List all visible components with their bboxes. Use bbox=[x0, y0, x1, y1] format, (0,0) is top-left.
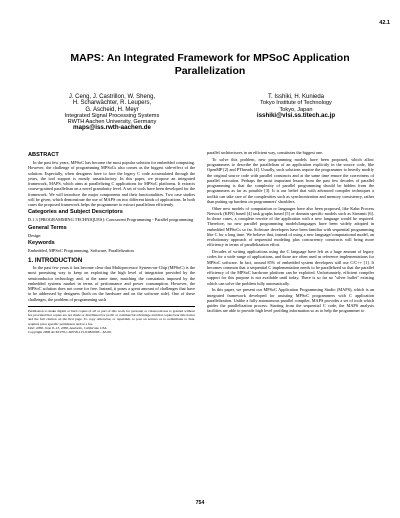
author-email-right: isshiki@vlsi.ss.titech.ac.jp bbox=[256, 111, 336, 119]
copyright-notice bbox=[28, 306, 195, 335]
author-block-left bbox=[28, 94, 196, 132]
right-paragraph-2: To solve this problem, new programming models have been proposed, which allow programmers to describe the parallelism of an application explicitly in the source code, like OpenMP [2] and PThreads [4]. Usually, such solutions require the programmer to heavily modify the original source code with parallel constructs and at the same time ensure the correctness of parallel execution. Perhaps the most important lesson from the past few decades of parallel programming is that the complexity of parallel programming should be hidden from the programmers as far as possible [3]. It is our belief that with advanced compiler techniques a toolkit can take care of the complexities such as synchronization and memory consistency, rather than putting up burdens on programmers' shoulders. bbox=[207, 156, 374, 204]
right-column bbox=[207, 150, 374, 335]
introduction-text: In the past few years it has become clear that Multiprocessor System-on-Chip (MPSoC) is the most promising way to keep on exploiting the high level of integration provided by the semiconductor technology and, at the same time, matching the constraints imposed by the embedded systems market in terms of performance and power consumption. However, the MPSoC solution does not come for free. Instead, it poses a great amount of challenges that have to be addressed by designers (both on the hardware and on the software side). One of these challenges, the problem of programming such bbox=[28, 265, 195, 302]
page-identifier: 42.1 bbox=[379, 20, 390, 26]
paper-title bbox=[40, 52, 380, 78]
author-affiliation-right-2: Tokyo, Japan bbox=[279, 106, 313, 113]
categories-text: D.1.3 [PROGRAMMING TECHNIQUES]: Concurrent Programming - Parallel programming bbox=[28, 217, 194, 223]
author-affiliation-2: RWTH Aachen University, Germany bbox=[67, 119, 157, 126]
author-block-right bbox=[212, 94, 380, 132]
left-column bbox=[28, 150, 195, 335]
right-paragraph-1: parallel architectures in an efficient way, constitutes the biggest one. bbox=[207, 150, 324, 155]
copyright-permission: Permission to make digital or hard copies of all or part of this work for personal or classroom use is granted without fee provided that copies are not made or distributed for profit or commercial advantage and that copies bear this notice and the full citation on the first page. To copy otherwise, or republish, to post on servers or to redistribute to lists, requires prior specific permission and/or a fee. bbox=[28, 308, 195, 326]
abstract-heading: ABSTRACT bbox=[28, 152, 59, 158]
right-paragraph-3: Other new models of computation or languages have also been proposed, like Kahn Process Network (KPN) based [4] task graphs based [5] or domain specific models such as Streamit [6]. In those cases, a complete rewrite of the application with a new language would be required. Therefore, no new parallel programming models/languages have been widely adopted in embedded MPSoCs so far. Software developers have been familiar with sequential programming like C for a long time. We believe that, instead of using a new language/computational model, an evolutionary approach of sequential modeling plus concurrency constructs will bring more efficiency in terms of parallelization effort. bbox=[207, 205, 374, 248]
author-names-1: J. Ceng, J. Castrillon, W. Sheng, bbox=[68, 94, 156, 100]
keywords-text: Embedded, MPSoC Programming, Software, Parallelization bbox=[28, 247, 134, 253]
author-affiliation-right-1: Tokyo Institute of Technology bbox=[260, 100, 332, 107]
keywords-heading: Keywords bbox=[28, 239, 55, 246]
author-names-3: G. Ascheid, H. Meyr bbox=[85, 106, 139, 113]
author-affiliation-1: Integrated Signal Processing Systems bbox=[64, 112, 160, 119]
copyright-acm: Copyright 2008 ACM 978-1-60558-115-6/08/0006 ...$5.00. bbox=[28, 330, 112, 335]
author-names-2: H. Scharwächter, R. Leupers, bbox=[72, 100, 152, 107]
right-paragraph-5: In this paper, we present our MPSoC Application Programming Studio (MAPS), which is an integrated framework developed for assisting MPSoC programmers with C application parallelization. Unlike a fully autonomous parallel compiler, MAPS provides a set of tools which guides the parallelization process. Starting from the sequential C code, the MAPS analysis facilities are able to provide high level profiling information so as to help the programmer to bbox=[207, 287, 374, 314]
introduction-heading: 1. INTRODUCTION bbox=[28, 257, 83, 265]
general-terms-heading: General Terms bbox=[28, 224, 67, 231]
right-paragraph-4: Decades of writing applications using the C language have left us a huge amount of legacy codes for a wide range of applications, and those are often used as reference implementations for MPSoC software. In fact, around 85% of embedded system developers still use C/C++ [1]. It becomes common that a sequential C implementation needs to be parallelized so that the parallel efficiency of the MPSoC hardware platform can be exploited. Unfortunately, efficient compiler support for this purpose is not available until today. There is so far no "silver bullet" existing which can solve the problem fully automatically. bbox=[207, 249, 374, 286]
abstract-text: In the past few years, MPSoC has become the most popular solution for embedded computing. However, the challenge of programming MPSoCs also comes as the biggest side-effect of the solution. Especially, when designers have to face the legacy C code accumulated through the years, the tool support is mostly unsatisfactory. In this paper, we propose an integrated framework, MAPS, which aims at parallelizing C applications for MPSoC platforms. It extracts coarse-grained parallelism on a novel granularity level. A set of tools have been developed for the framework. We will introduce the major components and their functionalities. Two case studies will be given, which demonstrate the use of MAPS on two different kinds of applications. In both cases the proposed framework helps the programmer to extract parallelism efficiently. bbox=[28, 160, 195, 207]
author-names-right: T. Isshiki, H. Kunieda bbox=[267, 94, 325, 100]
title-line-2: Parallelization bbox=[174, 65, 246, 77]
author-section bbox=[28, 94, 380, 132]
title-line-1: MAPS: An Integrated Framework for MPSoC Application bbox=[70, 52, 350, 64]
copyright-conference: DAC 2008, June 8–13, 2008, Anaheim, California, USA bbox=[28, 326, 107, 331]
body-columns bbox=[28, 150, 374, 335]
author-email-left: maps@iss.rwth-aachen.de bbox=[73, 124, 151, 132]
general-terms-text: Design bbox=[28, 232, 41, 238]
categories-heading: Categories and Subject Descriptors bbox=[28, 209, 123, 216]
page-number: 754 bbox=[195, 500, 205, 506]
